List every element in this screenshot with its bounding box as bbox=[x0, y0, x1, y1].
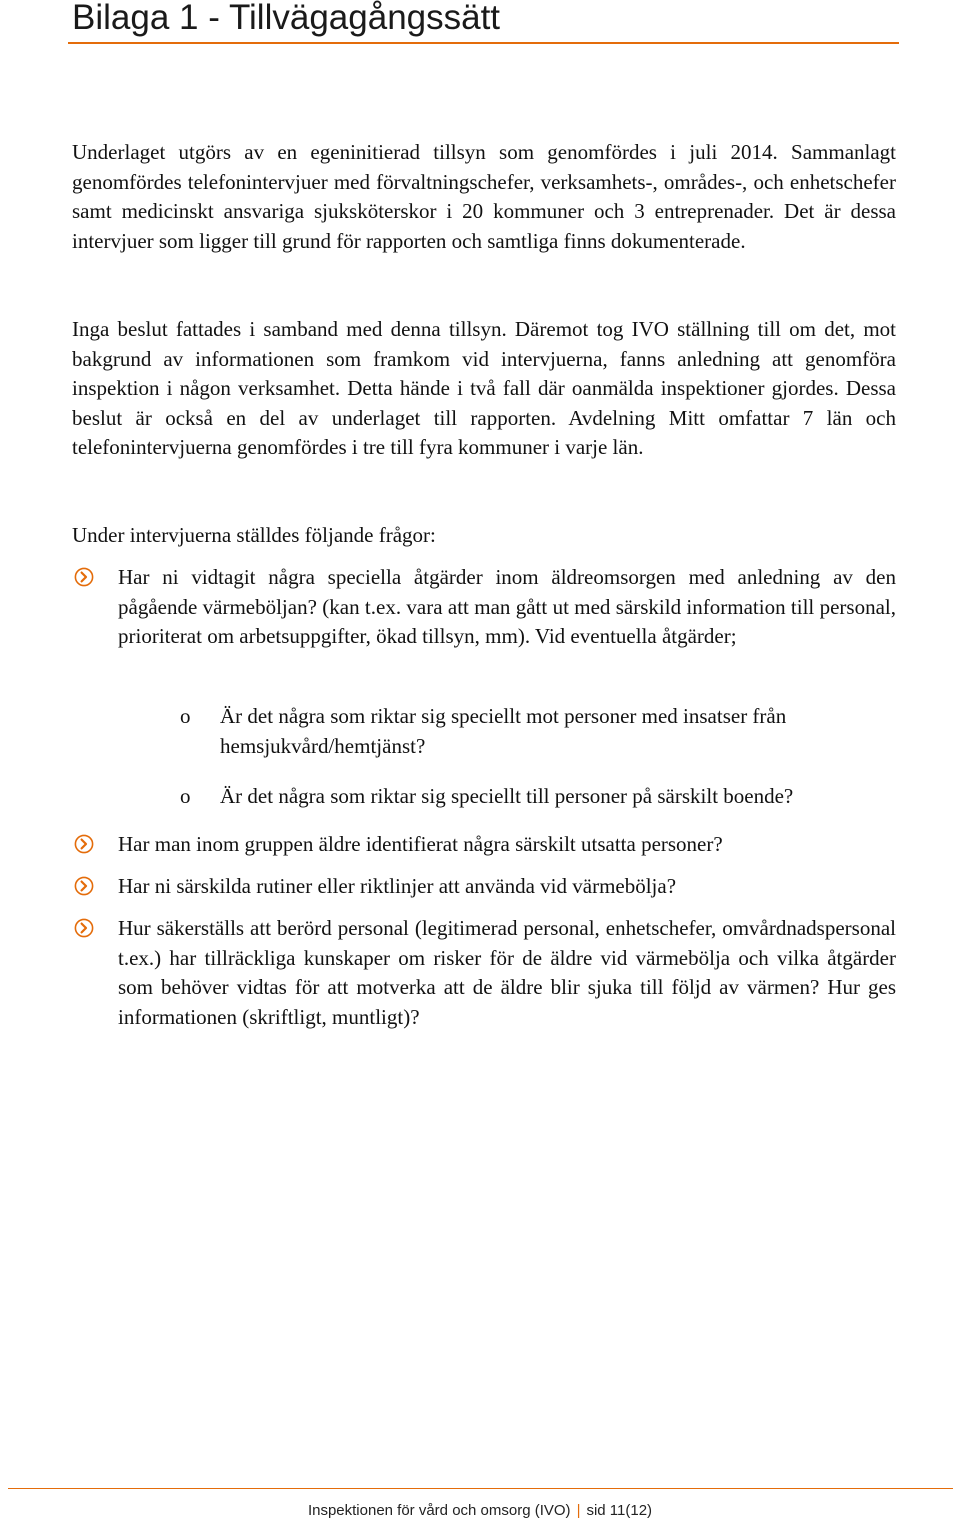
intro-paragraph: Underlaget utgörs av en egeninitierad tillsyn som genomfördes i juli 2014. Sammanlagt genomfördes telefonintervjuer med förvaltningschefer, verksamhets-, områdes-, och enhetschefer samt medicinskt ansvariga sjuksköterskor i 20 kommuner och 3 entreprenader. Det är dessa intervjuer som ligger till grund för rapporten och samtliga finns dokumenterade. bbox=[72, 140, 896, 253]
question-1: Har ni vidtagit några speciella åtgärder inom äldreomsorgen med anledning av den pågående värmeböljan? (kan t.ex. vara att man gått ut med särskild information till personal, prioriterat om arbetsuppgifter, ökad tillsyn, mm). Vid eventuella åtgärder; bbox=[118, 565, 896, 649]
question-1-sub-2: Är det några som riktar sig speciellt till personer på särskilt boende? bbox=[220, 784, 794, 808]
footer-page-number: sid 11(12) bbox=[586, 1502, 653, 1519]
chevron-circle-right-icon bbox=[74, 567, 94, 587]
question-4: Hur säkerställs att berörd personal (legitimerad personal, enhetschefer, omvårdnadspersonal t.ex.) har tillräckliga kunskaper om risker för de äldre vid värmebölja och vilka åtgärder som behöver vidtas för att motverka att de äldre blir sjuka till följd av värmen? Hur ges informationen (skriftligt, muntligt)? bbox=[118, 916, 896, 1029]
chevron-circle-right-icon bbox=[74, 918, 94, 938]
title-divider bbox=[68, 42, 899, 44]
questions-intro: Under intervjuerna ställdes följande frågor: bbox=[72, 523, 436, 547]
footer-separator: | bbox=[576, 1502, 581, 1519]
chevron-circle-right-icon bbox=[74, 834, 94, 854]
question-1-sub-1: Är det några som riktar sig speciellt mot personer med insatser från hemsjukvård/hemtjänst? bbox=[220, 704, 787, 758]
sub-bullet-marker: o bbox=[180, 704, 191, 728]
page-title: Bilaga 1 - Tillvägagångssätt bbox=[72, 0, 501, 37]
footer-organization: Inspektionen för vård och omsorg (IVO) bbox=[307, 1502, 571, 1519]
sub-bullet-marker: o bbox=[180, 784, 191, 808]
question-2: Har man inom gruppen äldre identifierat några särskilt utsatta personer? bbox=[118, 832, 723, 856]
decision-paragraph: Inga beslut fattades i samband med denna tillsyn. Däremot tog IVO ställning till om det, mot bakgrund av informationen som framkom vid intervjuerna, fanns anledning att genomföra inspektion i någon verksamhet. Detta hände i två fall där oanmälda inspektioner gjordes. Dessa beslut är också en del av underlaget till rapporten. Avdelning Mitt omfattar 7 län och telefonintervjuerna genomfördes i tre till fyra kommuner i varje län. bbox=[72, 317, 896, 460]
question-3: Har ni särskilda rutiner eller riktlinjer att använda vid värmebölja? bbox=[118, 874, 677, 898]
chevron-circle-right-icon bbox=[74, 876, 94, 896]
footer-divider bbox=[8, 1488, 953, 1489]
page-footer bbox=[0, 1501, 960, 1521]
